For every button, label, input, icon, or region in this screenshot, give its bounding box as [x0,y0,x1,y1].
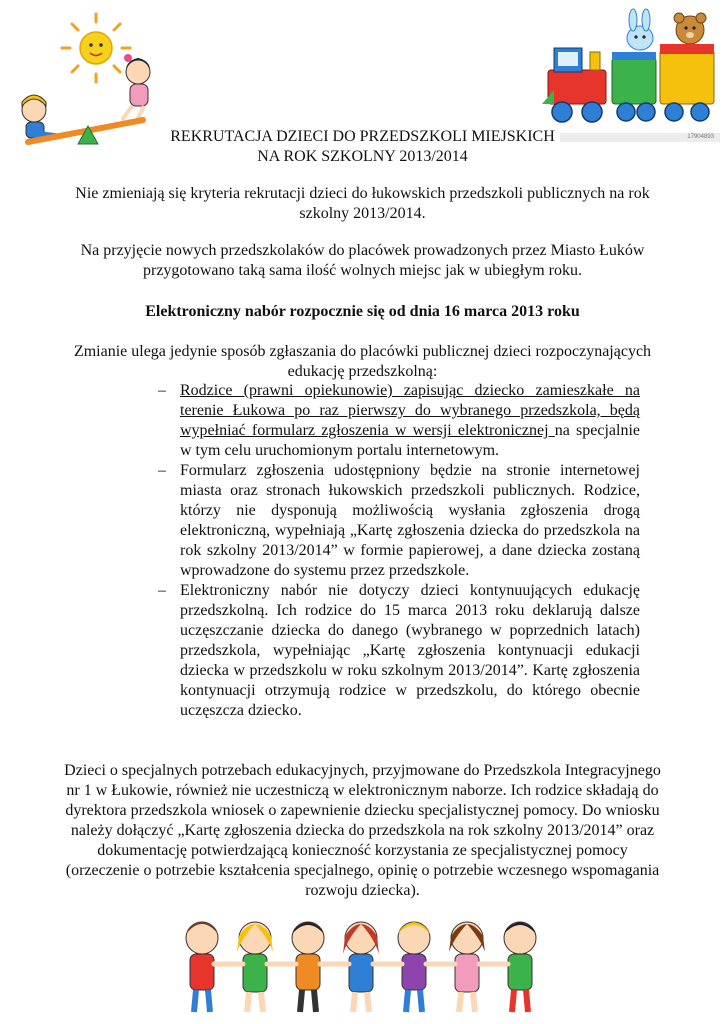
intro-paragraph-1: Nie zmieniają się kryteria rekrutacji dzieci do łukowskich przedszkoli publicznych na rok szkolny 2013/2014. [75,185,650,222]
children-holding-hands-clipart [180,908,550,1020]
intro-paragraph-2: Na przyjęcie nowych przedszkolaków do placówek prowadzonych przez Miasto Łuków przygotowano taką sama ilość wolnych miejsc jak w ubiegłym roku. [80,242,645,279]
sun-icon [62,14,130,82]
child-figure-5 [398,922,430,1012]
child-figure-1 [186,922,218,1012]
train-wagon [612,44,714,104]
image-stamp: 17904893 [560,133,720,142]
list-item [158,381,640,461]
teddy-bear-icon [674,13,706,44]
list-item: – Formularz zgłoszenia udostępniony będzie na stronie internetowej miasta oraz stronach łukowskich przedszkoli publicznych. Rodzice, którzy nie dysponują możliwością wysłania zgłoszenia drogą elektroniczną, wypełniają „Kartę zgłoszenia dziecka do przedszkola na rok szkolny 2013/2014” w formie papierowej, a dane dziecka zostaną wprowadzone do systemu przez przedszkole. [158,461,640,581]
train-wheels [552,102,709,122]
child-figure-2 [237,922,273,1012]
child-figure-4 [343,922,379,1012]
page-title [60,127,665,167]
bunny-icon [627,9,653,50]
title-line-1: REKRUTACJA DZIECI DO PRZEDSZKOLI MIEJSKICH [170,128,555,145]
toy-train-clipart [540,8,720,136]
child-figure-7 [504,922,536,1012]
announcement-headline: Elektroniczny nabór rozpocznie się od dnia 16 marca 2013 roku [145,303,580,320]
title-line-2: NA ROK SZKOLNY 2013/2014 [257,148,468,165]
boy-icon [22,95,58,138]
rules-list [158,381,640,721]
girl-icon [122,54,150,122]
change-intro-paragraph: Zmianie ulega jedynie sposób zgłaszania do placówki publicznej dzieci rozpoczynających edukację przedszkolną: [73,343,652,380]
rule-1-underlined: Rodzice (prawni opiekunowie) zapisując dziecko zamieszkałe na terenie Łukowa po raz pierwszy do wybranego przedszkola, będą wypełniać formularz zgłoszenia w wersji elektronicznej [180,382,640,439]
child-figure-6 [449,922,485,1012]
rule-1-rest: na specjalnie w tym celu uruchomionym portalu internetowym. [180,422,641,459]
list-item: – Elektroniczny nabór nie dotyczy dzieci kontynuujących edukację przedszkolną. Ich rodzice do 15 marca 2013 roku deklarują dalsze uczęszczanie dziecka do danego (wybranego w poprzednich latach) przedszkola, wypełniając „Kartę zgłoszenia kontynuacji edukacji dziecka w przedszkolu w roku szkolnym 2013/2014”. Kartę zgłoszenia kontynuacji otrzymują rodzice w przedszkolu, do którego obecnie uczęszcza dziecko. [158,581,640,721]
child-figure-3 [292,922,324,1012]
train-engine [542,48,606,104]
special-needs-paragraph: Dzieci o specjalnych potrzebach edukacyjnych, przyjmowane do Przedszkola Integracyjnego nr 1 w Łukowie, również nie uczestniczą w elektronicznym naborze. Ich rodzice składają do dyrektora przedszkola wniosek o zapewnienie dziecku specjalistycznej pomocy. Do wniosku należy dołączyć „Kartę zgłoszenia dziecka do przedszkola na rok szkolny 2013/2014” oraz dokumentację potwierdzającą konieczność korzystania ze specjalistycznej pomocy (orzeczenie o potrzebie kształcenia specjalnego, opinię o potrzebie wczesnego wspomagania rozwoju dziecka). [64,762,661,899]
